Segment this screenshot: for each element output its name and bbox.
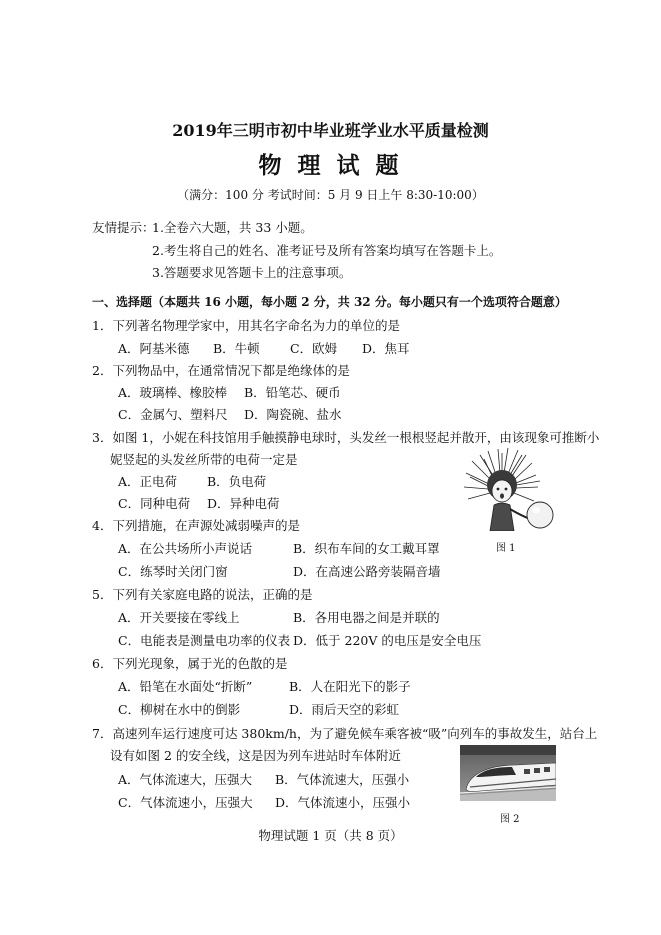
q7-option-c: C．气体流速小，压强大 xyxy=(118,795,253,810)
q6-option-c: C．柳树在水中的倒影 xyxy=(118,702,241,717)
q2-option-c: C．金属勺、塑料尺 xyxy=(118,407,228,422)
q2-option-b: B．铅笔芯、硬币 xyxy=(244,385,341,400)
notice-item-1: 1.全卷六大题，共 33 小题。 xyxy=(152,220,313,235)
question-6-stem: 6．下列光现象，属于光的色散的是 xyxy=(92,656,288,671)
question-7-stem-line1: 7．高速列车运行速度可达 380km/h，为了避免候车乘客被“吸”向列车的事故发生，站台上 xyxy=(92,726,598,741)
question-3-stem-line2: 妮竖起的头发丝所带的电荷一定是 xyxy=(110,452,298,467)
question-4-stem: 4．下列措施，在声源处减弱噪声的是 xyxy=(92,518,300,533)
notice-item-2: 2.考生将自己的姓名、准考证号及所有答案均填写在答题卡上。 xyxy=(152,243,502,258)
notice-label: 友情提示： xyxy=(92,220,155,235)
q5-option-b: B．各用电器之间是并联的 xyxy=(293,610,440,625)
q4-option-b: B．织布车间的女工戴耳罩 xyxy=(293,541,440,556)
q7-option-d: D．气体流速小，压强小 xyxy=(275,795,411,810)
figure-1-caption: 图 1 xyxy=(496,543,516,554)
q3-option-d: D．异种电荷 xyxy=(207,496,280,511)
question-1-stem: 1．下列著名物理学家中，用其名字命名为力的单位的是 xyxy=(92,318,400,333)
q2-option-d: D．陶瓷碗、盐水 xyxy=(244,407,342,422)
exam-title: 2019年三明市初中毕业班学业水平质量检测 xyxy=(172,121,489,140)
question-3-stem-line1: 3．如图 1，小妮在科技馆用手触摸静电球时，头发丝一根根竖起并散开，由该现象可推断小 xyxy=(92,430,600,445)
notice-item-3: 3.答题要求见答题卡上的注意事项。 xyxy=(152,265,352,280)
exam-info: （满分：100 分 考试时间：5 月 9 日上午 8:30-10:00） xyxy=(177,188,484,202)
figure-2-caption: 图 2 xyxy=(500,814,520,825)
question-5-stem: 5．下列有关家庭电路的说法，正确的是 xyxy=(92,587,313,602)
figure-2-high-speed-train-icon xyxy=(460,745,556,801)
q4-option-a: A．在公共场所小声说话 xyxy=(118,541,253,556)
q7-option-a: A．气体流速大，压强大 xyxy=(118,772,253,787)
q5-option-d: D．低于 220V 的电压是安全电压 xyxy=(293,633,482,648)
q5-option-c: C．电能表是测量电功率的仪表 xyxy=(118,633,291,648)
question-7-stem-line2: 设有如图 2 的安全线，这是因为列车进站时车体附近 xyxy=(110,748,401,763)
subject-title: 物 理 试 题 xyxy=(258,152,403,179)
q1-option-a: A．阿基米德 xyxy=(118,341,190,356)
figure-1-girl-static-ball-icon xyxy=(460,447,558,531)
q1-option-b: B．牛顿 xyxy=(213,341,260,356)
question-2-stem: 2．下列物品中，在通常情况下都是绝缘体的是 xyxy=(92,363,350,378)
q2-option-a: A．玻璃棒、橡胶棒 xyxy=(118,385,228,400)
q3-option-c: C．同种电荷 xyxy=(118,496,191,511)
page-footer: 物理试题 1 页（共 8 页） xyxy=(258,828,403,843)
q5-option-a: A．开关要接在零线上 xyxy=(118,610,240,625)
q3-option-a: A．正电荷 xyxy=(118,474,178,489)
q6-option-d: D．雨后天空的彩虹 xyxy=(289,702,400,717)
q4-option-c: C．练琴时关闭门窗 xyxy=(118,564,228,579)
q1-option-c: C．欧姆 xyxy=(290,341,338,356)
q6-option-b: B．人在阳光下的影子 xyxy=(289,679,411,694)
q3-option-b: B．负电荷 xyxy=(207,474,267,489)
q4-option-d: D．在高速公路旁装隔音墙 xyxy=(293,564,441,579)
q1-option-d: D．焦耳 xyxy=(362,341,410,356)
q6-option-a: A．铅笔在水面处“折断” xyxy=(118,679,253,694)
section-heading: 一、选择题（本题共 16 小题，每小题 2 分，共 32 分。每小题只有一个选项符合题意） xyxy=(92,295,567,309)
q7-option-b: B．气体流速大，压强小 xyxy=(275,772,410,787)
